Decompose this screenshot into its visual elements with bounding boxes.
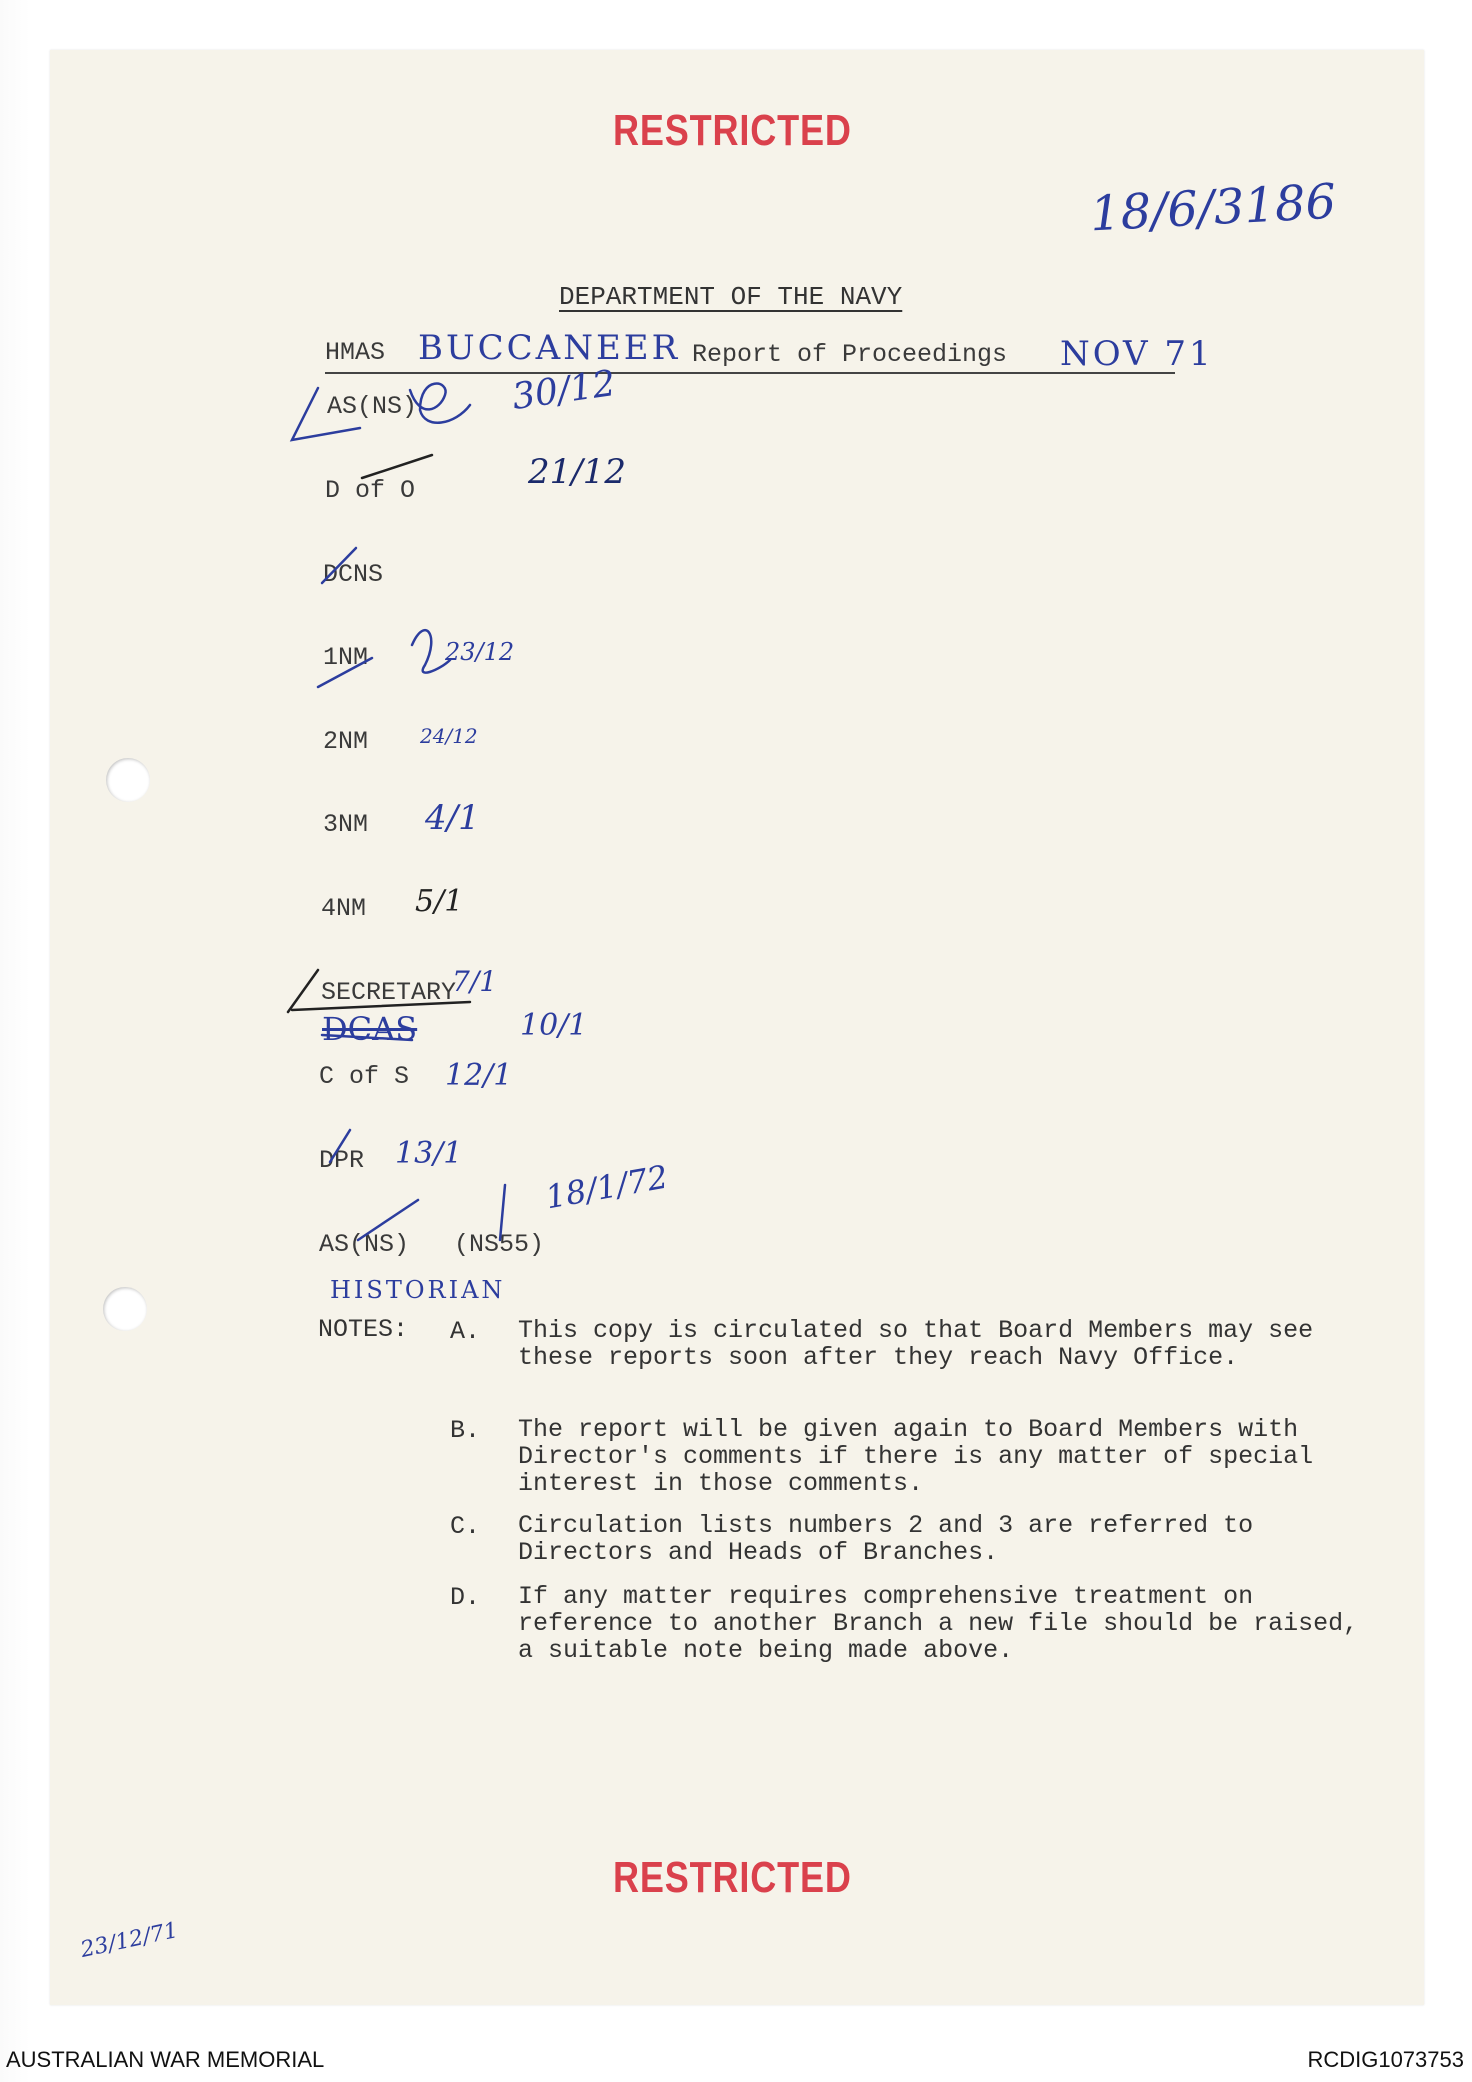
circulation-initials: 21/12 (528, 452, 626, 492)
note-text: The report will be given again to Board Members with Director's comments if there is any matter of special interest in those comments. (518, 1415, 1314, 1498)
historian-note: HISTORIAN (330, 1276, 506, 1304)
circulation-item: DCNS (323, 560, 384, 589)
circulation-item: 4NM (321, 894, 367, 923)
note-letter: C. (450, 1512, 481, 1541)
circulation-initials: 12/1 (445, 1058, 513, 1093)
footer-source: AUSTRALIAN WAR MEMORIAL (6, 2047, 325, 2072)
report-label: Report of Proceedings (692, 340, 1008, 369)
note-text: Circulation lists numbers 2 and 3 are referred to Directors and Heads of Branches. (518, 1511, 1254, 1567)
restricted-stamp-top: RESTRICTED (613, 106, 852, 155)
circulation-initials: 30/12 (509, 362, 619, 419)
circulation-item: AS(NS) (327, 392, 418, 421)
restricted-stamp-bottom: RESTRICTED (613, 1853, 852, 1902)
ship-name: BUCCANEER (418, 328, 681, 368)
note-text: If any matter requires comprehensive treatment on reference to another Branch a new file should be raised, a suitable note being made above. (518, 1582, 1359, 1665)
circulation-item: 2NM (323, 727, 369, 756)
circulation-item: D of O (325, 476, 416, 505)
circulation-initials: 7/1 (452, 965, 498, 998)
circulation-initials: 4/1 (425, 798, 480, 838)
circulation-initials: 5/1 (415, 884, 464, 919)
file-number: 18/6/3186 (1088, 173, 1338, 243)
notes-label: NOTES: (318, 1315, 409, 1344)
circulation-initials: 10/1 (520, 1008, 588, 1043)
page-title: DEPARTMENT OF THE NAVY (559, 282, 903, 312)
circulation-initials: 18/1/72 (542, 1157, 671, 1217)
hmas-prefix: HMAS (325, 338, 386, 367)
circulation-initials: 24/12 (420, 724, 478, 748)
circulation-initials: 13/1 (395, 1136, 463, 1171)
note-letter: A. (450, 1317, 481, 1346)
circulation-item: AS(NS) (NS55) (319, 1230, 545, 1259)
circulation-item: SECRETARY (321, 978, 457, 1007)
circulation-item: 1NM (323, 643, 369, 672)
circulation-item: DPR (319, 1146, 365, 1175)
footer-id: RCDIG1073753 (1307, 2047, 1464, 2072)
circulation-item-handwritten: DCAS (322, 1010, 418, 1048)
note-letter: B. (450, 1416, 481, 1445)
circulation-item: 3NM (323, 810, 369, 839)
corner-annotation: 23/12/71 (78, 1918, 181, 1963)
circulation-item: C of S (319, 1062, 410, 1091)
report-period: NOV 71 (1060, 334, 1214, 374)
note-text: This copy is circulated so that Board Members may see these reports soon after they reach Navy Office. (518, 1316, 1314, 1372)
note-letter: D. (450, 1583, 481, 1612)
circulation-initials: 23/12 (445, 638, 515, 666)
